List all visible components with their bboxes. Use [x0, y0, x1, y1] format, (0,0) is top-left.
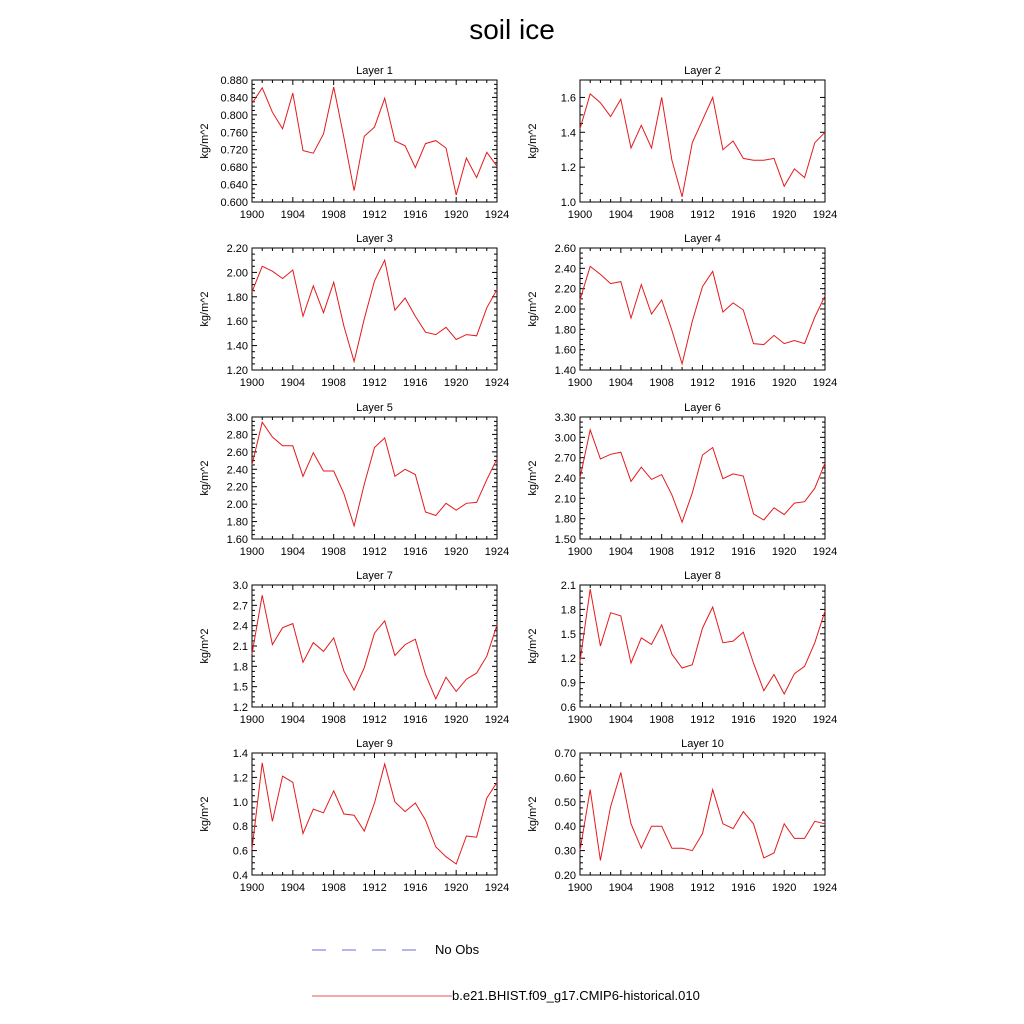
x-tick-label: 1908 — [649, 714, 674, 726]
chart-panel-layer-9 — [199, 738, 509, 894]
y-tick-label: 0.9 — [560, 677, 576, 690]
x-tick-label: 1924 — [484, 882, 510, 894]
x-tick-label: 1912 — [690, 377, 715, 389]
x-tick-label: 1916 — [403, 546, 428, 558]
y-tick-label: 1.40 — [226, 340, 248, 353]
plot-frame — [252, 417, 497, 539]
y-axis-label: kg/m^2 — [199, 628, 211, 664]
x-tick-label: 1920 — [771, 209, 797, 221]
chart-panel-layer-8 — [527, 570, 837, 726]
y-tick-label: 3.00 — [226, 412, 248, 424]
y-tick-label: 2.00 — [554, 304, 576, 316]
y-tick-label: 1.60 — [226, 534, 248, 546]
y-tick-label: 1.2 — [232, 772, 248, 785]
x-tick-label: 1900 — [239, 546, 265, 558]
x-tick-label: 1900 — [567, 714, 593, 726]
x-tick-label: 1904 — [608, 714, 634, 726]
y-tick-label: 1.0 — [560, 197, 576, 209]
x-tick-label: 1912 — [362, 377, 387, 389]
plot-frame — [580, 585, 825, 707]
x-tick-label: 1908 — [649, 209, 674, 221]
y-tick-label: 2.1 — [560, 580, 576, 592]
x-tick-label: 1908 — [649, 882, 674, 894]
y-tick-label: 2.1 — [232, 641, 248, 653]
y-tick-label: 1.8 — [560, 604, 576, 617]
series-line — [580, 773, 825, 861]
x-tick-label: 1924 — [484, 209, 510, 221]
x-tick-label: 1924 — [484, 377, 510, 389]
y-tick-label: 2.40 — [226, 464, 248, 477]
y-tick-label: 2.70 — [554, 452, 576, 465]
x-tick-label: 1912 — [362, 882, 387, 894]
y-tick-label: 1.40 — [554, 365, 576, 377]
series-line — [252, 763, 497, 864]
x-tick-label: 1916 — [403, 714, 428, 726]
x-tick-label: 1912 — [362, 209, 387, 221]
panel-title: Layer 10 — [681, 738, 724, 750]
y-tick-label: 0.640 — [220, 179, 248, 192]
x-tick-label: 1916 — [403, 377, 428, 389]
x-tick-label: 1900 — [239, 882, 265, 894]
x-tick-label: 1900 — [239, 209, 265, 221]
panel-title: Layer 2 — [684, 65, 721, 77]
y-tick-label: 1.80 — [554, 324, 576, 337]
y-tick-label: 0.680 — [220, 162, 248, 175]
y-tick-label: 1.0 — [232, 796, 248, 809]
panel-title: Layer 1 — [356, 65, 393, 77]
x-tick-label: 1912 — [362, 546, 387, 558]
y-tick-label: 1.8 — [232, 661, 248, 674]
x-tick-label: 1916 — [403, 882, 428, 894]
y-tick-label: 1.20 — [226, 365, 248, 377]
y-axis-label: kg/m^2 — [527, 123, 539, 159]
y-tick-label: 2.80 — [226, 429, 248, 442]
plot-frame — [580, 248, 825, 370]
x-tick-label: 1920 — [771, 546, 797, 558]
y-tick-label: 1.60 — [554, 344, 576, 357]
y-tick-label: 1.80 — [226, 516, 248, 529]
x-tick-label: 1920 — [771, 714, 797, 726]
x-tick-label: 1924 — [484, 714, 510, 726]
x-tick-label: 1920 — [443, 546, 469, 558]
chart-panel-layer-5 — [199, 402, 509, 558]
y-tick-label: 2.10 — [554, 493, 576, 506]
x-tick-label: 1904 — [280, 546, 306, 558]
y-axis-label: kg/m^2 — [527, 628, 539, 664]
y-axis-label: kg/m^2 — [527, 796, 539, 832]
y-tick-label: 1.2 — [560, 162, 576, 175]
x-tick-label: 1912 — [690, 714, 715, 726]
x-tick-label: 1900 — [567, 209, 593, 221]
y-axis-label: kg/m^2 — [527, 291, 539, 327]
x-tick-label: 1920 — [771, 882, 797, 894]
y-tick-label: 1.60 — [226, 316, 248, 329]
x-tick-label: 1900 — [567, 546, 593, 558]
chart-panel-layer-4 — [527, 233, 837, 389]
x-tick-label: 1904 — [280, 882, 306, 894]
y-tick-label: 2.40 — [554, 263, 576, 276]
x-tick-label: 1916 — [731, 882, 756, 894]
y-tick-label: 0.40 — [554, 821, 576, 834]
x-tick-label: 1900 — [567, 377, 593, 389]
series-line — [252, 87, 497, 195]
y-tick-label: 0.600 — [220, 197, 248, 209]
x-tick-label: 1900 — [239, 714, 265, 726]
y-tick-label: 0.800 — [220, 109, 248, 122]
x-tick-label: 1920 — [771, 377, 797, 389]
x-tick-label: 1912 — [362, 714, 387, 726]
y-tick-label: 1.6 — [560, 92, 576, 105]
x-tick-label: 1900 — [239, 377, 265, 389]
y-axis-label: kg/m^2 — [199, 123, 211, 159]
plot-frame — [580, 80, 825, 202]
x-tick-label: 1908 — [649, 377, 674, 389]
y-tick-label: 0.880 — [220, 75, 248, 87]
chart-panel-layer-3 — [199, 233, 509, 389]
y-tick-label: 1.50 — [554, 534, 576, 546]
plot-frame — [252, 80, 497, 202]
series-line — [580, 94, 825, 197]
chart-panel-layer-10 — [527, 738, 837, 894]
y-tick-label: 2.20 — [226, 243, 248, 255]
series-line — [252, 260, 497, 361]
y-tick-label: 3.0 — [232, 580, 248, 592]
panel-title: Layer 6 — [684, 402, 721, 414]
x-tick-label: 1916 — [731, 209, 756, 221]
y-tick-label: 2.00 — [226, 267, 248, 280]
series-line — [580, 266, 825, 364]
y-tick-label: 0.70 — [554, 748, 576, 760]
x-tick-label: 1916 — [731, 714, 756, 726]
legend-label-model: b.e21.BHIST.f09_g17.CMIP6-historical.010 — [452, 988, 700, 1003]
chart-panel-layer-7 — [199, 570, 509, 726]
legend-swatch-no-obs — [312, 943, 432, 957]
x-tick-label: 1916 — [731, 377, 756, 389]
x-tick-label: 1920 — [443, 714, 469, 726]
panel-title: Layer 3 — [356, 233, 393, 245]
y-tick-label: 0.4 — [232, 870, 248, 882]
series-line — [252, 422, 497, 526]
y-tick-label: 0.60 — [554, 772, 576, 785]
x-tick-label: 1924 — [484, 546, 510, 558]
y-tick-label: 1.5 — [560, 628, 576, 641]
plot-frame — [580, 753, 825, 875]
y-axis-label: kg/m^2 — [199, 460, 211, 496]
panel-title: Layer 4 — [684, 233, 721, 245]
y-tick-label: 0.6 — [560, 702, 576, 714]
x-tick-label: 1900 — [567, 882, 593, 894]
panel-title: Layer 8 — [684, 570, 721, 582]
x-tick-label: 1908 — [321, 377, 346, 389]
y-tick-label: 0.50 — [554, 796, 576, 809]
plot-frame — [580, 417, 825, 539]
y-tick-label: 0.8 — [232, 821, 248, 834]
x-tick-label: 1924 — [812, 546, 838, 558]
y-tick-label: 2.00 — [226, 499, 248, 512]
y-tick-label: 3.00 — [554, 432, 576, 445]
x-tick-label: 1904 — [608, 209, 634, 221]
panel-title: Layer 5 — [356, 402, 393, 414]
y-tick-label: 2.60 — [226, 446, 248, 459]
plot-frame — [252, 585, 497, 707]
y-tick-label: 3.30 — [554, 412, 576, 424]
series-line — [252, 595, 497, 699]
x-tick-label: 1904 — [608, 882, 634, 894]
x-tick-label: 1904 — [608, 546, 634, 558]
y-tick-label: 1.80 — [554, 513, 576, 526]
y-tick-label: 1.4 — [232, 748, 248, 760]
x-tick-label: 1916 — [403, 209, 428, 221]
x-tick-label: 1916 — [731, 546, 756, 558]
y-tick-label: 0.30 — [554, 845, 576, 858]
x-tick-label: 1924 — [812, 209, 838, 221]
y-axis-label: kg/m^2 — [199, 291, 211, 327]
page-title: soil ice — [469, 14, 555, 45]
y-tick-label: 0.20 — [554, 870, 576, 882]
x-tick-label: 1912 — [690, 882, 715, 894]
plot-frame — [252, 753, 497, 875]
y-tick-label: 2.40 — [554, 473, 576, 485]
y-tick-label: 2.60 — [554, 243, 576, 255]
x-tick-label: 1920 — [443, 209, 469, 221]
y-tick-label: 2.4 — [232, 620, 248, 633]
x-tick-label: 1904 — [608, 377, 634, 389]
chart-panel-layer-2 — [527, 65, 837, 221]
x-tick-label: 1912 — [690, 209, 715, 221]
x-tick-label: 1912 — [690, 546, 715, 558]
series-line — [580, 430, 825, 522]
x-tick-label: 1908 — [649, 546, 674, 558]
y-tick-label: 0.760 — [220, 127, 248, 140]
x-tick-label: 1908 — [321, 209, 346, 221]
y-tick-label: 0.720 — [220, 144, 248, 157]
x-tick-label: 1908 — [321, 546, 346, 558]
y-tick-label: 2.20 — [554, 283, 576, 296]
y-tick-label: 0.840 — [220, 92, 248, 105]
y-tick-label: 1.80 — [226, 291, 248, 304]
chart-panel-layer-1 — [199, 65, 509, 221]
y-tick-label: 1.2 — [560, 653, 576, 666]
x-tick-label: 1924 — [812, 882, 838, 894]
series-line — [580, 589, 825, 694]
x-tick-label: 1908 — [321, 882, 346, 894]
y-tick-label: 0.6 — [232, 845, 248, 858]
y-axis-label: kg/m^2 — [527, 460, 539, 496]
y-tick-label: 2.7 — [232, 600, 248, 613]
legend-label-no-obs: No Obs — [435, 942, 480, 957]
panel-title: Layer 9 — [356, 738, 393, 750]
chart-panel-layer-6 — [527, 402, 837, 558]
panel-title: Layer 7 — [356, 570, 393, 582]
x-tick-label: 1908 — [321, 714, 346, 726]
x-tick-label: 1904 — [280, 714, 306, 726]
y-tick-label: 2.20 — [226, 481, 248, 494]
x-tick-label: 1904 — [280, 377, 306, 389]
x-tick-label: 1924 — [812, 377, 838, 389]
legend-swatch-model — [312, 989, 452, 1003]
y-tick-label: 1.2 — [232, 702, 248, 714]
x-tick-label: 1924 — [812, 714, 838, 726]
x-tick-label: 1920 — [443, 377, 469, 389]
x-tick-label: 1920 — [443, 882, 469, 894]
y-tick-label: 1.5 — [232, 681, 248, 694]
y-axis-label: kg/m^2 — [199, 796, 211, 832]
plot-frame — [252, 248, 497, 370]
y-tick-label: 1.4 — [560, 127, 576, 140]
x-tick-label: 1904 — [280, 209, 306, 221]
